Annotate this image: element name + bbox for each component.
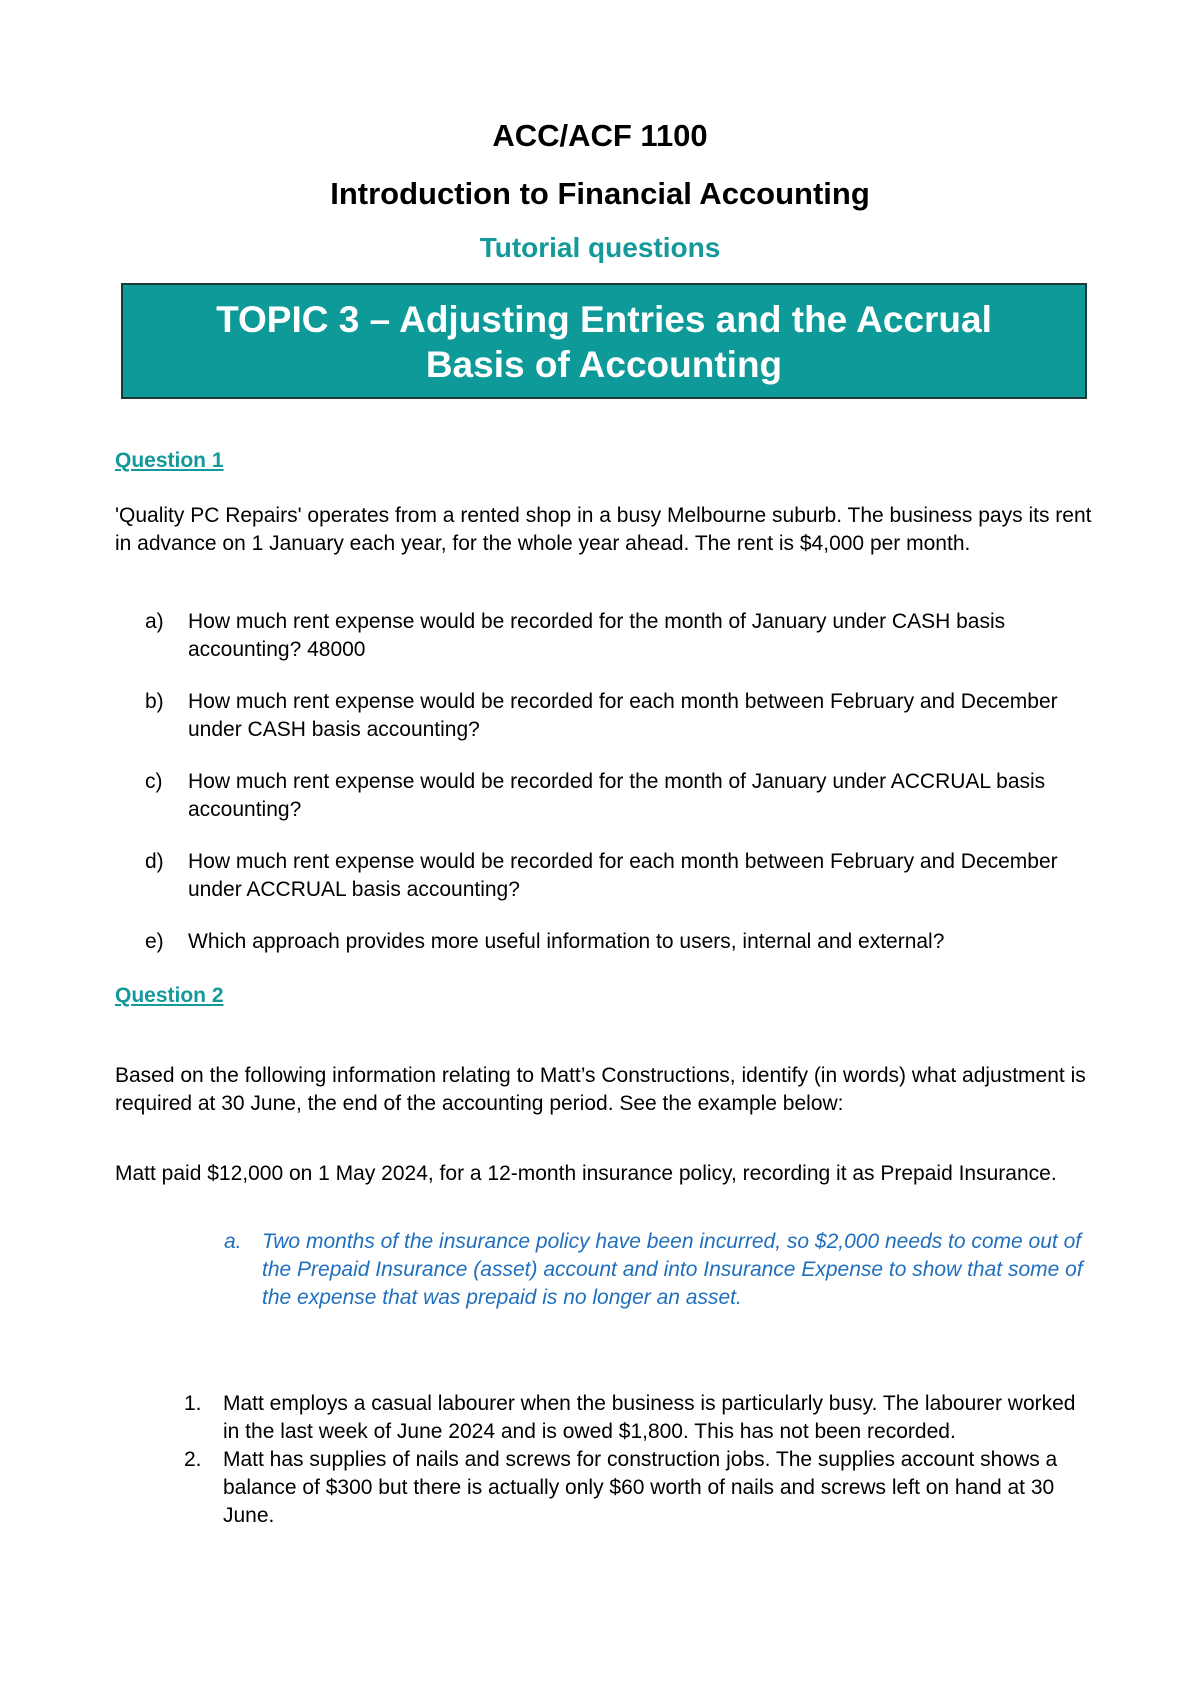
list-item: [145, 688, 1100, 744]
list-item-text: How much rent expense would be recorded for each month between February and December under ACCRUAL basis accounting?: [188, 850, 1058, 901]
question-2-intro: Based on the following information relating to Matt’s Constructions, identify (in words) what adjustment is required at 30 June, the end of the accounting period. See the example below:: [115, 1064, 1086, 1115]
example-marker: a.: [224, 1230, 242, 1253]
question-2-example-answer: [224, 1228, 1094, 1312]
question-1-list: [145, 608, 1100, 980]
course-code: ACC/ACF 1100: [492, 118, 708, 153]
question-2-heading: Question 2: [115, 984, 224, 1007]
list-item: [145, 768, 1100, 824]
list-item: [145, 608, 1100, 664]
list-item: [184, 1390, 1094, 1446]
list-item: [145, 848, 1100, 904]
list-item-text: Matt employs a casual labourer when the business is particularly busy. The labourer worked in the last week of June 2024 and is owed $1,800. This has not been recorded.: [223, 1392, 1076, 1443]
list-item-text: How much rent expense would be recorded for the month of January under CASH basis accounting? 48000: [188, 610, 1006, 661]
list-marker: e): [145, 930, 164, 953]
list-item: [145, 928, 1100, 956]
document-subtitle: Tutorial questions: [479, 232, 721, 263]
list-marker: c): [145, 770, 163, 793]
topic-title-line-1: TOPIC 3 – Adjusting Entries and the Accrual: [216, 299, 992, 340]
course-title: Introduction to Financial Accounting: [330, 176, 870, 211]
list-item-text: Which approach provides more useful information to users, internal and external?: [188, 930, 945, 953]
question-2-list: [184, 1390, 1094, 1530]
question-1-intro: 'Quality PC Repairs' operates from a rented shop in a busy Melbourne suburb. The business pays its rent in advance on 1 January each year, for the whole year ahead. The rent is $4,000 per month.: [115, 504, 1092, 555]
question-1-heading: Question 1: [115, 449, 224, 472]
list-marker: 2.: [184, 1448, 202, 1471]
list-marker: b): [145, 690, 164, 713]
list-item-text: How much rent expense would be recorded for the month of January under ACCRUAL basis accounting?: [188, 770, 1046, 821]
topic-title-line-2: Basis of Accounting: [425, 344, 783, 385]
list-marker: d): [145, 850, 164, 873]
list-marker: 1.: [184, 1392, 202, 1415]
list-item: [184, 1446, 1094, 1530]
question-2-example-stem: Matt paid $12,000 on 1 May 2024, for a 12-month insurance policy, recording it as Prepaid Insurance.: [115, 1162, 1057, 1185]
topic-banner: [121, 283, 1087, 399]
list-item-text: Matt has supplies of nails and screws for construction jobs. The supplies account shows a balance of $300 but there is actually only $60 worth of nails and screws left on hand at 30 June.: [223, 1448, 1058, 1527]
list-marker: a): [145, 610, 164, 633]
list-item-text: How much rent expense would be recorded for each month between February and December under CASH basis accounting?: [188, 690, 1058, 741]
example-answer-text: Two months of the insurance policy have been incurred, so $2,000 needs to come out of the Prepaid Insurance (asset) account and into Insurance Expense to show that some of the expense that was prepaid is no longer an asset.: [262, 1230, 1083, 1309]
